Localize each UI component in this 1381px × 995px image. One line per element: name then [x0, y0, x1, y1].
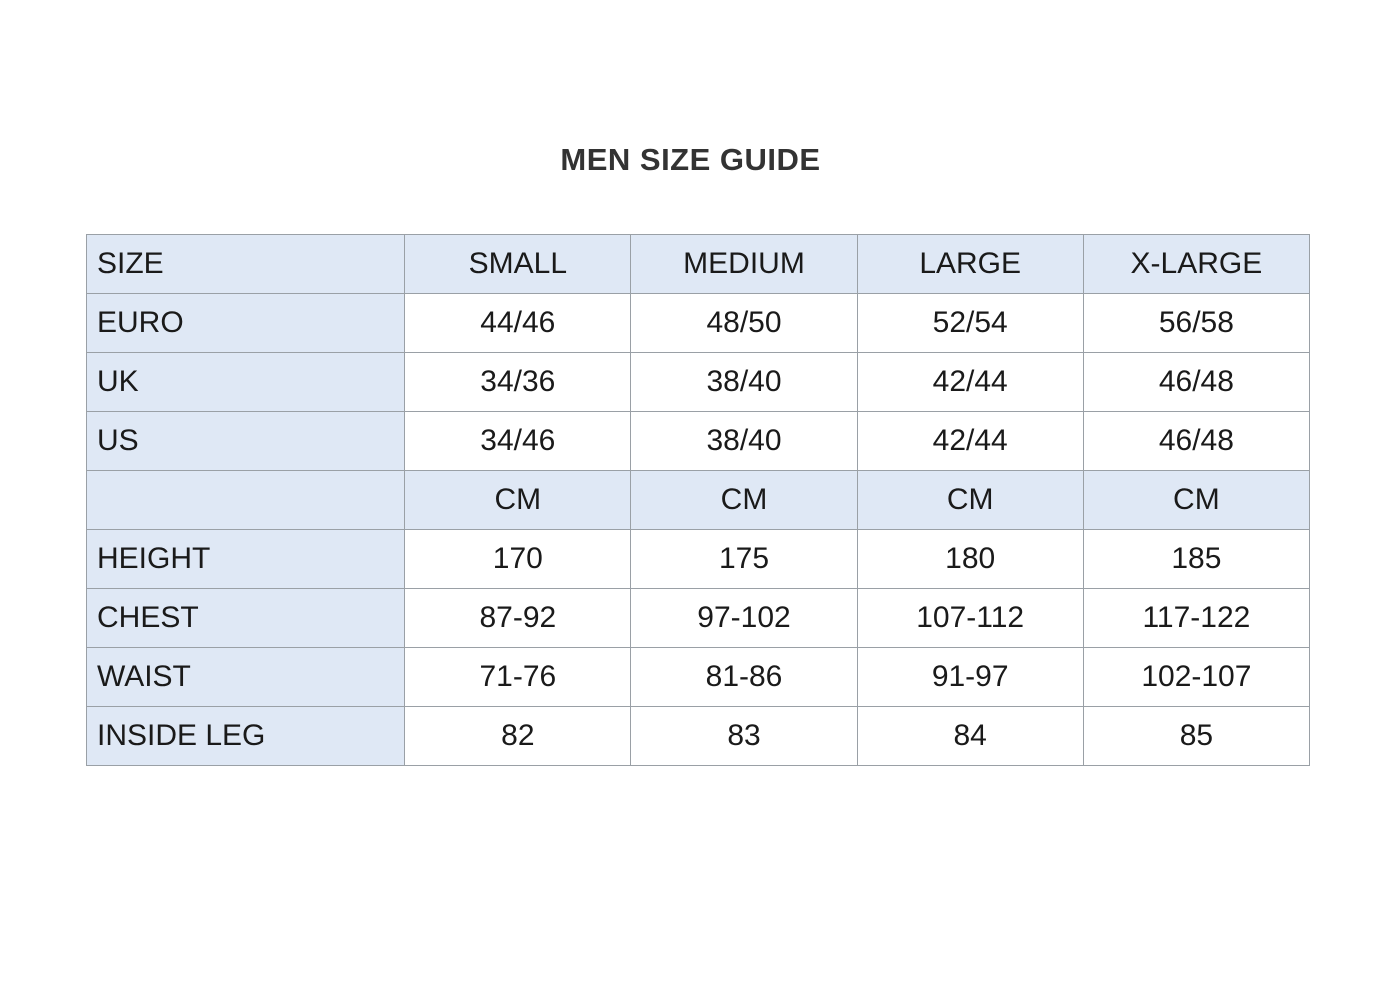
unit-cell-medium: CM [631, 471, 857, 530]
table-row [87, 589, 1310, 648]
table-row [87, 294, 1310, 353]
cell-euro-large: 52/54 [857, 294, 1083, 353]
cell-euro-xlarge: 56/58 [1083, 294, 1309, 353]
cell-height-large: 180 [857, 530, 1083, 589]
size-chart-table [86, 234, 1310, 766]
cell-chest-medium: 97-102 [631, 589, 857, 648]
cell-chest-xlarge: 117-122 [1083, 589, 1309, 648]
unit-row-label [87, 471, 405, 530]
row-label-uk: UK [87, 353, 405, 412]
row-label-chest: CHEST [87, 589, 405, 648]
cell-height-xlarge: 185 [1083, 530, 1309, 589]
cell-height-medium: 175 [631, 530, 857, 589]
cell-height-small: 170 [405, 530, 631, 589]
row-label-us: US [87, 412, 405, 471]
unit-cell-large: CM [857, 471, 1083, 530]
cell-waist-xlarge: 102-107 [1083, 648, 1309, 707]
row-label-waist: WAIST [87, 648, 405, 707]
row-label-height: HEIGHT [87, 530, 405, 589]
cell-inside-leg-medium: 83 [631, 707, 857, 766]
table-row [87, 707, 1310, 766]
cell-us-small: 34/46 [405, 412, 631, 471]
table-row [87, 648, 1310, 707]
header-cell-small: SMALL [405, 235, 631, 294]
cell-euro-small: 44/46 [405, 294, 631, 353]
cell-chest-small: 87-92 [405, 589, 631, 648]
table-header-row [87, 235, 1310, 294]
row-label-inside-leg: INSIDE LEG [87, 707, 405, 766]
cell-waist-medium: 81-86 [631, 648, 857, 707]
cell-uk-small: 34/36 [405, 353, 631, 412]
cell-chest-large: 107-112 [857, 589, 1083, 648]
table-row [87, 530, 1310, 589]
cell-us-medium: 38/40 [631, 412, 857, 471]
table-unit-row [87, 471, 1310, 530]
header-cell-size: SIZE [87, 235, 405, 294]
cell-us-large: 42/44 [857, 412, 1083, 471]
cell-uk-medium: 38/40 [631, 353, 857, 412]
table-row [87, 412, 1310, 471]
table-row [87, 353, 1310, 412]
cell-waist-small: 71-76 [405, 648, 631, 707]
unit-cell-xlarge: CM [1083, 471, 1309, 530]
header-cell-large: LARGE [857, 235, 1083, 294]
row-label-euro: EURO [87, 294, 405, 353]
cell-us-xlarge: 46/48 [1083, 412, 1309, 471]
cell-inside-leg-xlarge: 85 [1083, 707, 1309, 766]
header-cell-xlarge: X-LARGE [1083, 235, 1309, 294]
page-title: MEN SIZE GUIDE [560, 142, 821, 177]
cell-inside-leg-small: 82 [405, 707, 631, 766]
header-cell-medium: MEDIUM [631, 235, 857, 294]
cell-waist-large: 91-97 [857, 648, 1083, 707]
cell-inside-leg-large: 84 [857, 707, 1083, 766]
cell-uk-xlarge: 46/48 [1083, 353, 1309, 412]
cell-uk-large: 42/44 [857, 353, 1083, 412]
cell-euro-medium: 48/50 [631, 294, 857, 353]
size-chart-container [86, 234, 1310, 766]
unit-cell-small: CM [405, 471, 631, 530]
